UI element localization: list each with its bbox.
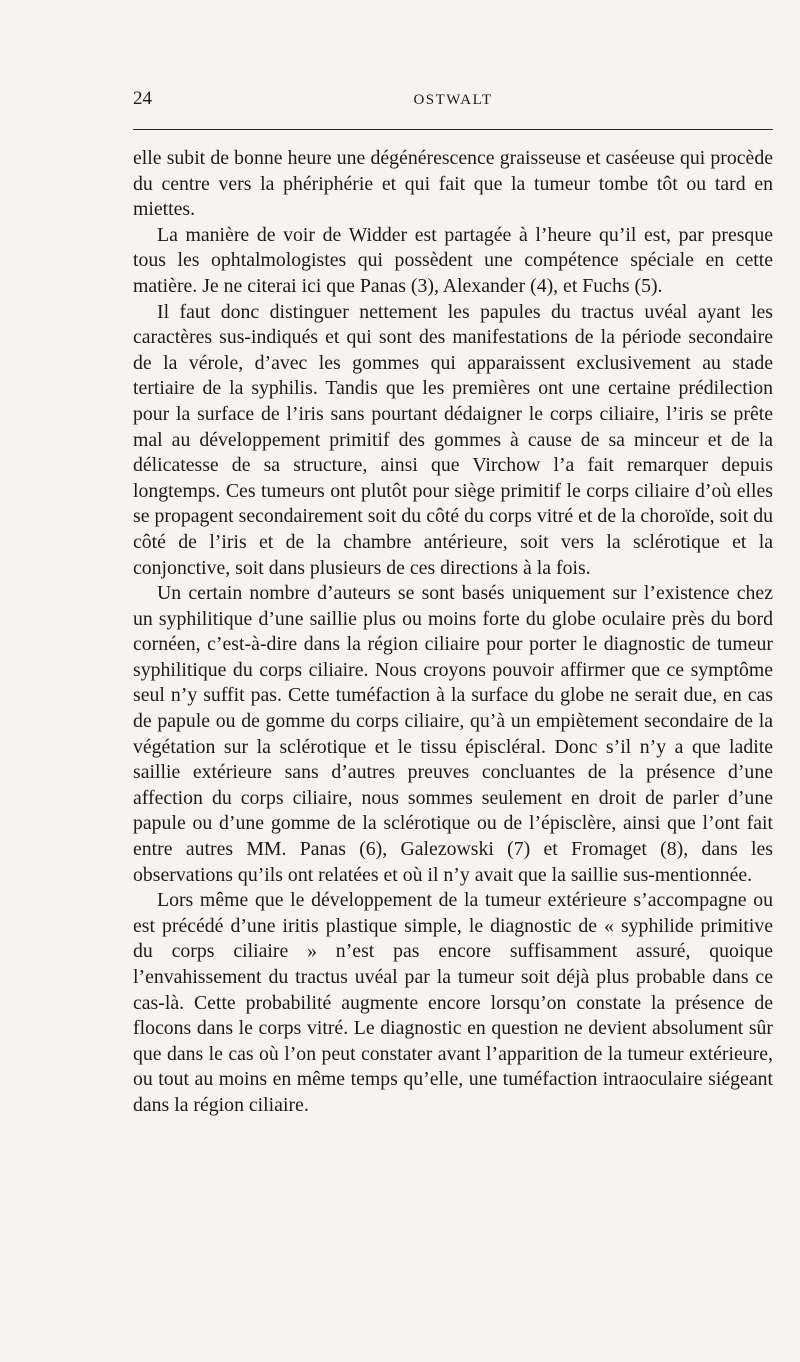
paragraph: Un certain nombre d’auteurs se sont basés uniquement sur l’existence chez un syphilitique d’une saillie plus ou moins forte du globe oculaire près du bord cornéen, c’est-à-dire dans la région ciliaire pour porter le diagnostic de tumeur syphilitique du corps ciliaire. Nous croyons pouvoir affirmer que ce symptôme seul n’y suffit pas. Cette tuméfaction à la surface du globe ne serait due, en cas de papule ou de gomme du corps ciliaire, qu’à un empiètement secondaire de la végétation sur la sclérotique et le tissu épiscléral. Donc s’il n’y a que ladite saillie extérieure sans d’autres preuves concluantes de la présence d’une affection du corps ciliaire, nous sommes seulement en droit de parler d’une papule ou d’une gomme de la sclérotique ou de l’épisclère, ainsi que l’ont fait entre autres MM. Panas (6), Galezowski (7) et Fromaget (8), dans les observations qu’ils ont relatées et où il n’y avait que la saillie sus-mentionnée.	[133, 582, 773, 886]
paragraph-continued: elle subit de bonne heure une dégénérescence graisseuse et caséeuse qui procède du centre vers la phériphérie et qui fait que la tumeur tombe tôt ou tard en miettes.	[133, 147, 773, 221]
page-number: 24	[133, 88, 152, 109]
body-text	[133, 146, 773, 1119]
page-header	[133, 86, 773, 114]
header-rule	[133, 129, 773, 130]
paragraph: Il faut donc distinguer nettement les papules du tractus uvéal ayant les caractères sus-indiqués et qui sont des manifestations de la période secondaire de la vérole, d’avec les gommes qui apparaissent exclusivement au stade tertiaire de la syphilis. Tandis que les premières ont une certaine prédilection pour la surface de l’iris sans pourtant dédaigner le corps ciliaire, l’iris se prête mal au développement primitif des gommes à cause de sa minceur et de la délicatesse de sa structure, ainsi que Virchow l’a fait remarquer depuis longtemps. Ces tumeurs ont plutôt pour siège primitif le corps ciliaire d’où elles se propagent secondairement soit du côté du corps vitré et de la choroïde, soit du côté de l’iris et de la chambre antérieure, soit vers la sclérotique et la conjonctive, soit dans plusieurs de ces directions à la fois.	[133, 300, 773, 579]
running-head: OSTWALT	[413, 92, 493, 108]
paragraph: Lors même que le développement de la tumeur extérieure s’accompagne ou est précédé d’une iritis plastique simple, le diagnostic de « syphilide primitive du corps ciliaire » n’est pas encore suffisamment assuré, quoique l’envahissement du tractus uvéal par la tumeur soit déjà plus probable dans ce cas-là. Cette probabilité augmente encore lorsqu’on constate la présence de flocons dans le corps vitré. Le diagnostic en question ne devient absolument sûr que dans le cas où l’on peut constater avant l’apparition de la tumeur extérieure, ou tout au moins en même temps qu’elle, une tuméfaction intraoculaire siégeant dans la région ciliaire.	[133, 889, 773, 1116]
paragraph: La manière de voir de Widder est partagée à l’heure qu’il est, par presque tous les ophtalmologistes qui possèdent une compétence spéciale en cette matière. Je ne citerai ici que Panas (3), Alexander (4), et Fuchs (5).	[133, 223, 773, 297]
